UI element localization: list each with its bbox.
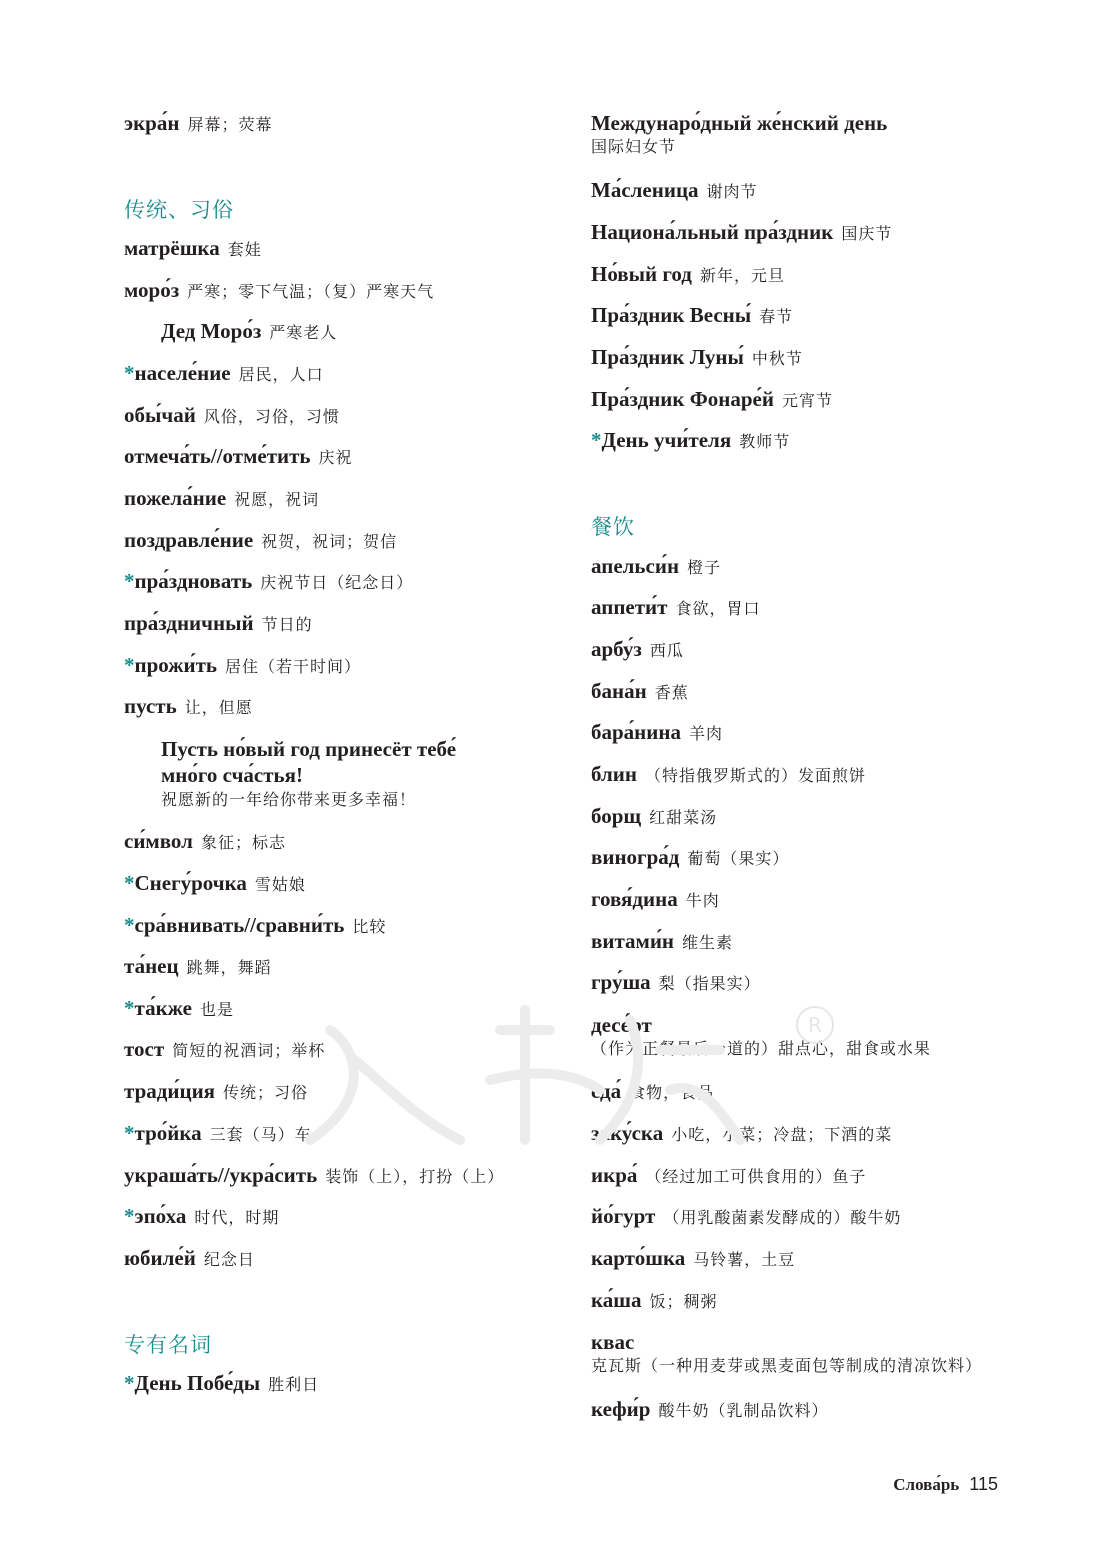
dictionary-entry (124, 1078, 308, 1104)
dictionary-entry (124, 110, 272, 136)
dictionary-entry (591, 553, 721, 579)
star-marker: * (591, 428, 602, 452)
dictionary-entry (591, 928, 733, 954)
russian-headword: украша́ть//укра́сить (124, 1163, 318, 1187)
dictionary-entry (161, 318, 337, 344)
svg-text:R: R (808, 1013, 822, 1037)
russian-headword: эпо́ха (134, 1204, 187, 1228)
dictionary-entry (591, 110, 887, 157)
russian-headword: ка́ша (591, 1288, 642, 1312)
chinese-gloss: 简短的祝酒词；举杯 (172, 1041, 326, 1060)
dictionary-entry (591, 386, 833, 412)
russian-headword: моро́з (124, 278, 180, 302)
russian-headword: Пра́здник Фонаре́й (591, 387, 774, 411)
russian-headword: юбиле́й (124, 1246, 196, 1270)
russian-headword: обы́чай (124, 403, 196, 427)
russian-headword: Но́вый год (591, 262, 692, 286)
chinese-gloss: （经过加工可供食用的）鱼子 (645, 1167, 867, 1186)
dictionary-entry (591, 1396, 828, 1422)
russian-headword: Пра́здник Весны́ (591, 303, 752, 327)
russian-headword: сра́внивать//сравни́ть (134, 913, 345, 937)
chinese-gloss: 庆祝 (318, 448, 353, 467)
chinese-gloss: 春节 (759, 307, 794, 326)
chinese-gloss: 祝愿，祝词 (234, 490, 320, 509)
star-marker: * (124, 996, 135, 1020)
dictionary-entry (591, 1329, 982, 1376)
russian-headword: День Побе́ды (134, 1371, 261, 1395)
chinese-gloss: 雪姑娘 (254, 875, 306, 894)
chinese-gloss: 葡萄（果实） (687, 849, 790, 868)
russian-headword: квас (591, 1330, 635, 1354)
chinese-gloss: 让，但愿 (184, 698, 253, 717)
dictionary-entry (124, 1162, 504, 1188)
russian-headword: аппети́т (591, 595, 668, 619)
russian-headword: бана́н (591, 679, 647, 703)
star-marker: * (124, 913, 135, 937)
chinese-gloss: 新年，元旦 (699, 266, 785, 285)
section-heading: 专有名词 (124, 1333, 212, 1357)
section-heading: 餐饮 (591, 515, 635, 539)
dictionary-entry (124, 693, 253, 719)
russian-headword: Пра́здник Луны́ (591, 345, 744, 369)
dictionary-entry (124, 912, 386, 938)
dictionary-entry (124, 953, 272, 979)
russian-headword: карто́шка (591, 1246, 686, 1270)
chinese-gloss: 马铃薯，土豆 (693, 1250, 796, 1269)
dictionary-entry (124, 235, 262, 261)
dictionary-entry (591, 1245, 795, 1271)
russian-headword: прожи́ть (134, 653, 218, 677)
chinese-gloss: 跳舞，舞蹈 (186, 958, 272, 977)
chinese-gloss: 庆祝节日（纪念日） (260, 573, 414, 592)
dictionary-entry (124, 443, 353, 469)
russian-headword: йо́гурт (591, 1204, 656, 1228)
chinese-gloss: 教师节 (739, 432, 791, 451)
dictionary-entry (591, 1162, 866, 1188)
chinese-gloss: 谢肉节 (706, 182, 758, 201)
dictionary-entry (124, 568, 413, 594)
dictionary-entry (124, 277, 434, 303)
dictionary-entry (591, 636, 684, 662)
dictionary-entry (591, 302, 793, 328)
chinese-gloss: 牛肉 (685, 891, 720, 910)
chinese-gloss: 严寒老人 (269, 323, 338, 342)
dictionary-entry (124, 870, 306, 896)
dictionary-entry (591, 177, 758, 203)
star-marker: * (124, 1204, 135, 1228)
dictionary-entry (124, 1036, 325, 1062)
chinese-gloss: 饭；稠粥 (649, 1292, 718, 1311)
chinese-gloss: 祝贺，祝词；贺信 (261, 532, 398, 551)
chinese-gloss: 居民，人口 (238, 365, 324, 384)
dictionary-entry (124, 1120, 312, 1146)
chinese-gloss: 国际妇女节 (591, 137, 677, 157)
russian-headword: десе́рт (591, 1013, 652, 1037)
russian-headword: Междунаро́дный же́нский день (591, 111, 888, 135)
dictionary-entry (124, 995, 234, 1021)
dictionary-entry (124, 527, 397, 553)
dictionary-entry (124, 828, 286, 854)
russian-headword: матрёшка (124, 236, 220, 260)
example-translation: 祝愿新的一年给你带来更多幸福！ (161, 789, 417, 809)
dictionary-entry (591, 1203, 901, 1229)
russian-headword: экра́н (124, 111, 180, 135)
chinese-gloss: 食物，食品 (629, 1083, 715, 1102)
dictionary-entry (591, 594, 761, 620)
russian-headword: заку́ска (591, 1121, 664, 1145)
dictionary-entry (591, 803, 717, 829)
chinese-gloss: 梨（指果实） (658, 974, 761, 993)
chinese-gloss: 象征；标志 (200, 833, 286, 852)
chinese-gloss: 中秋节 (751, 349, 803, 368)
russian-headword: тро́йка (134, 1121, 202, 1145)
star-marker: * (124, 653, 135, 677)
dictionary-entry (124, 402, 340, 428)
chinese-gloss: （作为正餐最后一道的）甜点心，甜食或水果 (591, 1039, 932, 1059)
chinese-gloss: 元宵节 (781, 391, 833, 410)
dictionary-entry (124, 1203, 279, 1229)
russian-headword: пра́здничный (124, 611, 254, 635)
chinese-gloss: 酸牛奶（乳制品饮料） (658, 1401, 829, 1420)
chinese-gloss: 居住（若干时间） (225, 657, 362, 676)
chinese-gloss: 装饰（上），打扮（上） (325, 1167, 505, 1186)
chinese-gloss: 比较 (352, 917, 387, 936)
chinese-gloss: 香蕉 (654, 683, 689, 702)
russian-headword: пусть (124, 694, 177, 718)
russian-headword: бара́нина (591, 720, 681, 744)
star-marker: * (124, 1121, 135, 1145)
russian-headword: си́мвол (124, 829, 193, 853)
russian-headword: Дед Моро́з (161, 319, 262, 343)
dictionary-entry (591, 261, 785, 287)
dictionary-entry (591, 719, 723, 745)
chinese-gloss: 西瓜 (649, 641, 684, 660)
page-number: 115 (969, 1474, 998, 1494)
dictionary-entry (591, 1287, 718, 1313)
dictionary-entry (124, 360, 324, 386)
russian-headword: блин (591, 762, 637, 786)
dictionary-entry (124, 652, 361, 678)
russian-headword: Ма́сленица (591, 178, 699, 202)
chinese-gloss: 红甜菜汤 (649, 808, 718, 827)
russian-headword: кефи́р (591, 1397, 651, 1421)
dictionary-entry (591, 344, 803, 370)
russian-headword: поздравле́ние (124, 528, 254, 552)
russian-headword: та́нец (124, 954, 179, 978)
chinese-gloss: 也是 (199, 1000, 234, 1019)
chinese-gloss: 传统；习俗 (223, 1083, 309, 1102)
russian-headword: Национа́льный пра́здник (591, 220, 834, 244)
chinese-gloss: 羊肉 (688, 724, 723, 743)
dictionary-entry (591, 886, 720, 912)
example-sentence (161, 736, 456, 810)
russian-headword: борщ (591, 804, 642, 828)
example-russian-line: Пусть но́вый год принесёт тебе́ (161, 737, 457, 761)
section-heading: 传统、习俗 (124, 198, 234, 222)
dictionary-entry (591, 1120, 892, 1146)
dictionary-entry (124, 1245, 255, 1271)
russian-headword: тради́ция (124, 1079, 216, 1103)
russian-headword: Снегу́рочка (134, 871, 247, 895)
page-footer (893, 1474, 998, 1495)
chinese-gloss: 纪念日 (203, 1250, 255, 1269)
chinese-gloss: 维生素 (682, 933, 734, 952)
russian-headword: пожела́ние (124, 486, 227, 510)
russian-headword: апельси́н (591, 554, 680, 578)
russian-headword: витами́н (591, 929, 675, 953)
chinese-gloss: 国庆节 (841, 224, 893, 243)
chinese-gloss: （用乳酸菌素发酵成的）酸牛奶 (663, 1208, 902, 1227)
chinese-gloss: 食欲，胃口 (675, 599, 761, 618)
chinese-gloss: 风俗，习俗，习惯 (203, 407, 340, 426)
dictionary-entry (591, 219, 892, 245)
russian-headword: гру́ша (591, 970, 651, 994)
star-marker: * (124, 569, 135, 593)
dictionary-entry (591, 678, 689, 704)
chinese-gloss: （特指俄罗斯式的）发面煎饼 (644, 766, 866, 785)
russian-headword: День учи́теля (601, 428, 732, 452)
star-marker: * (124, 871, 135, 895)
chinese-gloss: 屏幕；荧幕 (187, 115, 273, 134)
russian-headword: еда́ (591, 1079, 622, 1103)
dictionary-entry (124, 1370, 319, 1396)
russian-headword: та́кже (134, 996, 192, 1020)
star-marker: * (124, 1371, 135, 1395)
dictionary-entry (591, 1012, 931, 1059)
chinese-gloss: 三套（马）车 (209, 1125, 312, 1144)
russian-headword: населе́ние (134, 361, 231, 385)
russian-headword: тост (124, 1037, 165, 1061)
chinese-gloss: 小吃，小菜；冷盘；下酒的菜 (671, 1125, 893, 1144)
dictionary-entry (591, 1078, 714, 1104)
russian-headword: пра́здновать (134, 569, 253, 593)
russian-headword: икра́ (591, 1163, 638, 1187)
chinese-gloss: 严寒；零下气温；（复）严寒天气 (187, 282, 435, 301)
example-russian-line: мно́го сча́стья! (161, 763, 304, 788)
footer-section-name: Слова́рь (893, 1475, 960, 1494)
dictionary-entry (591, 844, 789, 870)
russian-headword: отмеча́ть//отме́тить (124, 444, 311, 468)
russian-headword: арбу́з (591, 637, 642, 661)
dictionary-entry (591, 427, 790, 453)
chinese-gloss: 节日的 (261, 615, 313, 634)
chinese-gloss: 胜利日 (268, 1375, 320, 1394)
russian-headword: говя́дина (591, 887, 678, 911)
dictionary-entry (591, 969, 761, 995)
chinese-gloss: 套娃 (227, 240, 262, 259)
dictionary-entry (124, 485, 319, 511)
star-marker: * (124, 361, 135, 385)
dictionary-entry (591, 761, 866, 787)
chinese-gloss: 时代，时期 (194, 1208, 280, 1227)
dictionary-entry (124, 610, 313, 636)
chinese-gloss: 橙子 (687, 558, 722, 577)
russian-headword: виногра́д (591, 845, 680, 869)
chinese-gloss: 克瓦斯（一种用麦芽或黑麦面包等制成的清凉饮料） (591, 1356, 983, 1376)
